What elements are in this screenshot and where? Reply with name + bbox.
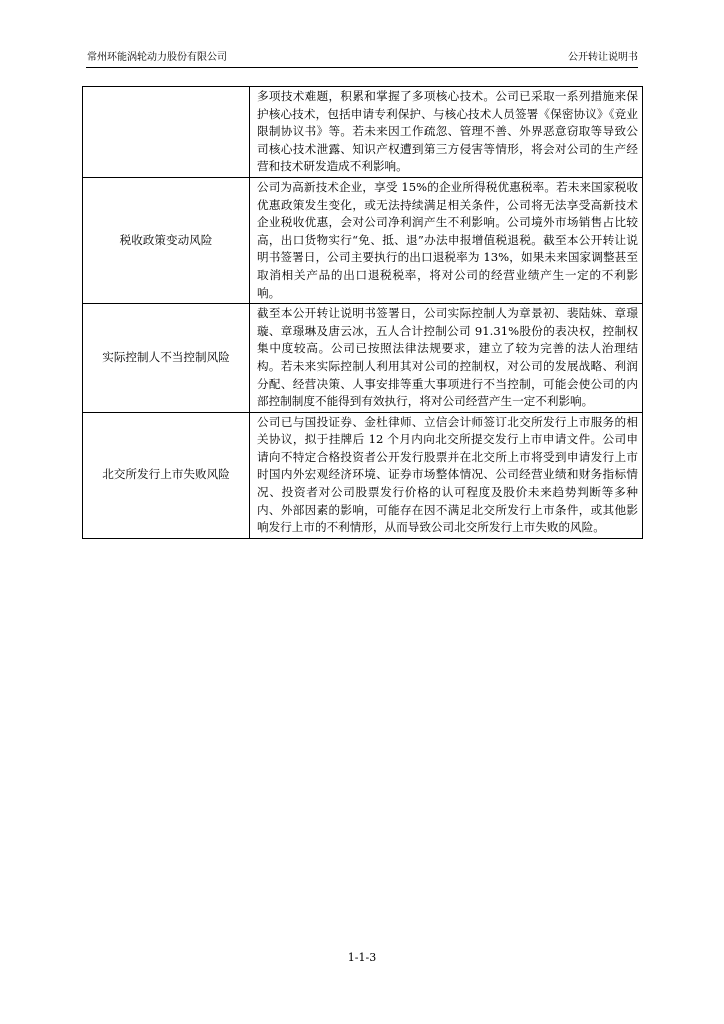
page-number: 1-1-3	[347, 951, 377, 964]
risk-description-cell: 公司已与国投证券、金杜律师、立信会计师签订北交所发行上市服务的相关协议，拟于挂牌后 12 个月内向北交所提交发行上市申请文件。公司申请向不特定合格投资者公开发行股票并在北交所上市将受到申请发行上市时国内外宏观经济环境、证券市场整体情况、公司经营业绩和财务指标情况、投资者对公司股票发行价格的认可程度及股价未来趋势判断等多种内、外部因素的影响，可能存在因不满足北交所发行上市条件，或其他影响发行上市的不利情形，从而导致公司北交所发行上市失败的风险。	[250, 412, 643, 538]
risk-description-cell: 截至本公开转让说明书签署日，公司实际控制人为章景初、裴陆妹、章璟璇、章璟琳及唐云冰，五人合计控制公司 91.31%股份的表决权，控制权集中度较高。公司已按照法律法规要求，建立了较为完善的法人治理结构。若未来实际控制人利用其对公司的控制权，对公司的发展战略、利润分配、经营决策、人事安排等重大事项进行不当控制，可能会使公司的内部控制制度不能得到有效执行，将对公司经营产生一定不利影响。	[250, 304, 643, 413]
risk-table	[82, 86, 643, 539]
table-row	[83, 177, 643, 303]
risk-name-cell	[83, 87, 250, 178]
header-document-title: 公开转让说明书	[568, 52, 638, 63]
table-row	[83, 304, 643, 413]
page-header	[86, 51, 638, 68]
risk-description-cell: 多项技术难题，积累和掌握了多项核心技术。公司已采取一系列措施来保护核心技术，包括申请专利保护、与核心技术人员签署《保密协议》《竞业限制协议书》等。若未来因工作疏忽、管理不善、外界恶意窃取等导致公司核心技术泄露、知识产权遭到第三方侵害等情形，将会对公司的生产经营和技术研发造成不利影响。	[250, 87, 643, 178]
table-row	[83, 412, 643, 538]
risk-name-cell: 税收政策变动风险	[83, 177, 250, 303]
risk-name-cell: 实际控制人不当控制风险	[83, 304, 250, 413]
table-row	[83, 87, 643, 178]
risk-name-cell: 北交所发行上市失败风险	[83, 412, 250, 538]
risk-description-cell: 公司为高新技术企业，享受 15%的企业所得税优惠税率。若未来国家税收优惠政策发生变化，或无法持续满足相关条件，公司将无法享受高新技术企业税收优惠，会对公司净利润产生不利影响。公司境外市场销售占比较高，出口货物实行“免、抵、退”办法申报增值税退税。截至本公开转让说明书签署日，公司主要执行的出口退税率为 13%，如果未来国家调整甚至取消相关产品的出口退税税率，将对公司的经营业绩产生一定的不利影响。	[250, 177, 643, 303]
header-company-name: 常州环能涡轮动力股份有限公司	[87, 52, 227, 63]
